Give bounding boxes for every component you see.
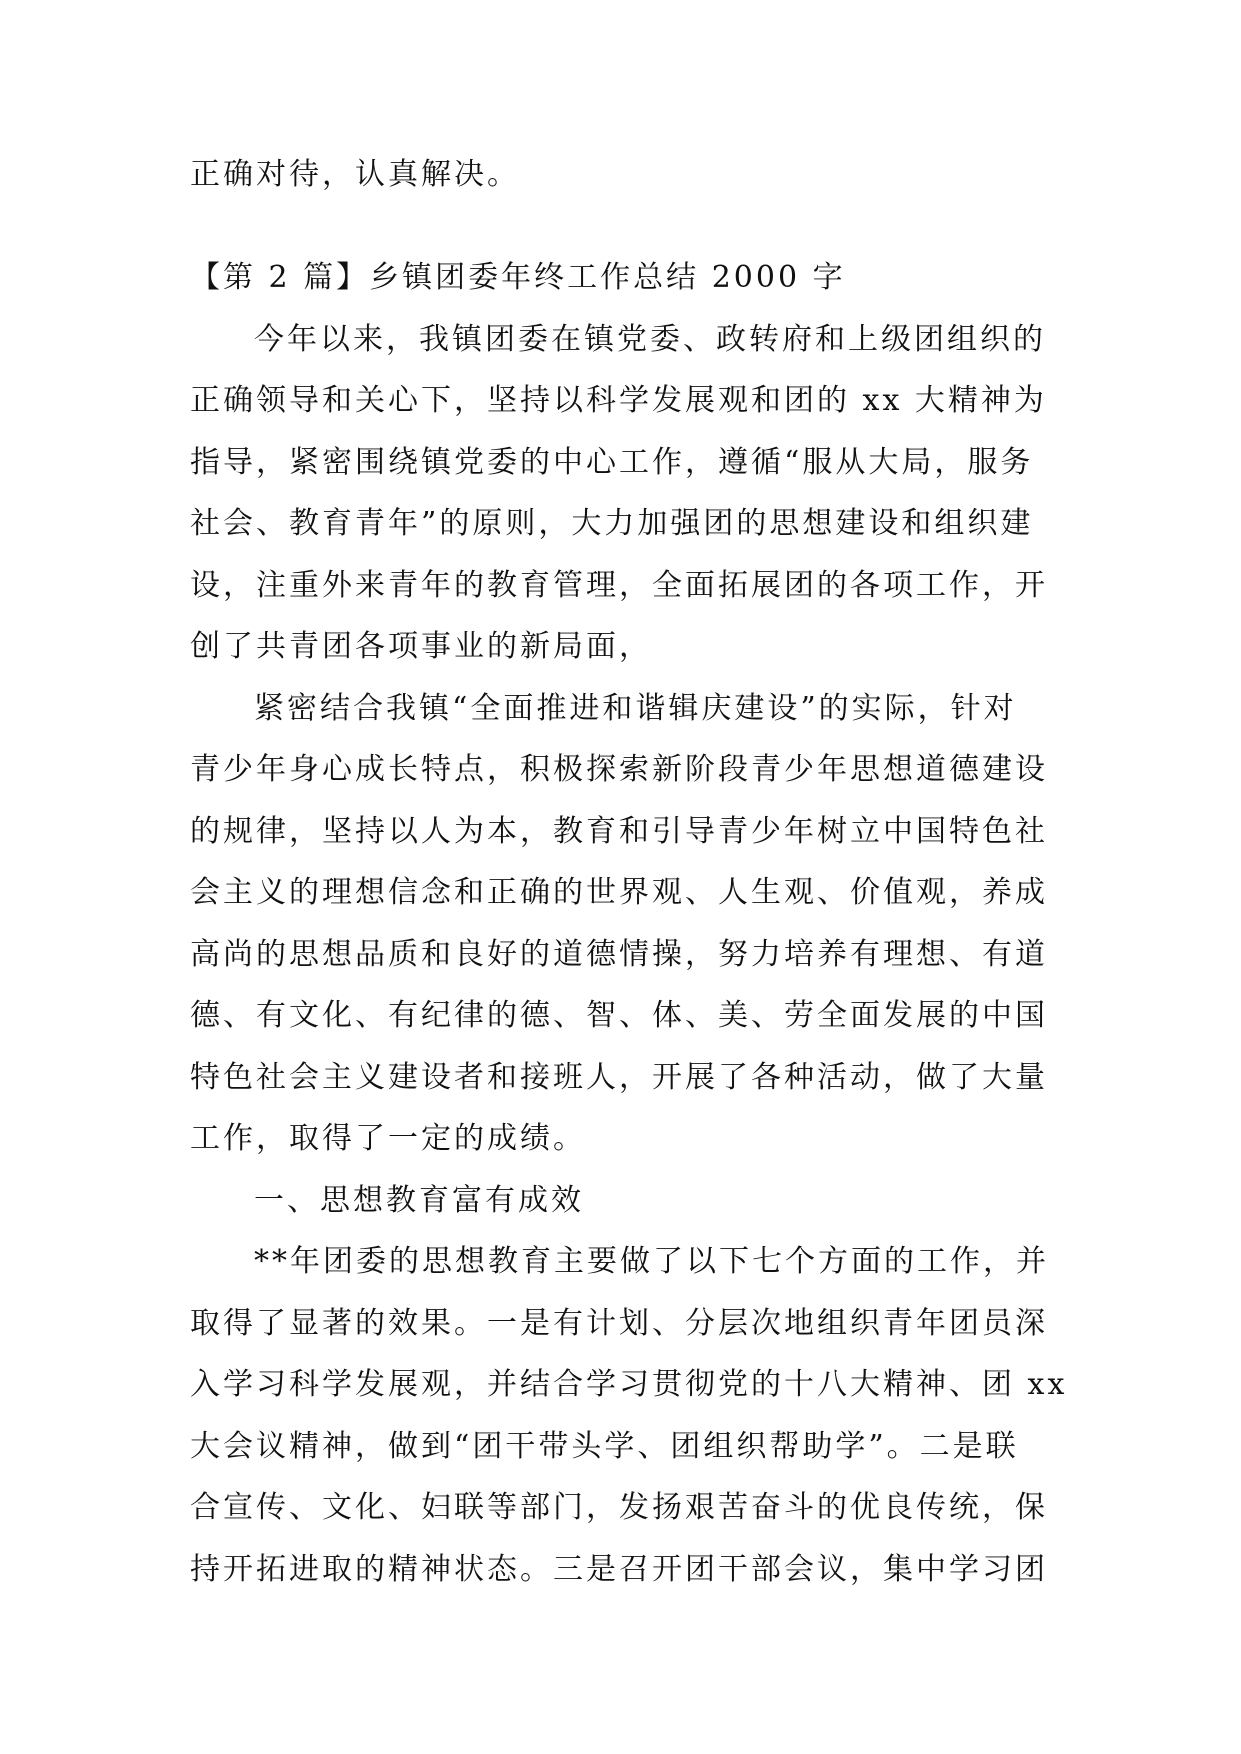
subheading: 一、思想教育富有成效 <box>254 1182 584 1218</box>
paragraph-line: 取得了显著的效果。一是有计划、分层次地组织青年团员深 <box>190 1305 1048 1341</box>
paragraph-line: 工作，取得了一定的成绩。 <box>190 1121 586 1156</box>
paragraph-line: 入学习科学发展观，并结合学习贯彻党的十八大精神、团 xx <box>190 1367 1068 1402</box>
paragraph-line: 德、有文化、有纪律的德、智、体、美、劳全面发展的中国 <box>190 998 1048 1033</box>
paragraph-line: **年团委的思想教育主要做了以下七个方面的工作，并 <box>254 1244 1049 1279</box>
paragraph-line: 的规律，坚持以人为本，教育和引导青少年树立中国特色社 <box>190 813 1048 849</box>
paragraph-line: 正确领导和关心下，坚持以科学发展观和团的 xx 大精神为 <box>190 383 1047 418</box>
paragraph-line: 持开拓进取的精神状态。三是召开团干部会议，集中学习团 <box>190 1551 1048 1587</box>
paragraph-line: 设，注重外来青年的教育管理，全面拓展团的各项工作，开 <box>190 567 1048 603</box>
paragraph-line: 特色社会主义建设者和接班人，开展了各种活动，做了大量 <box>190 1059 1048 1095</box>
section-gap <box>190 195 1050 247</box>
paragraph-line: 紧密结合我镇“全面推进和谐辑庆建设”的实际，针对 <box>254 690 1017 726</box>
previous-section-tail: 正确对待，认真解决。 <box>190 157 520 192</box>
paragraph-line: 今年以来，我镇团委在镇党委、政转府和上级团组织的 <box>254 321 1046 357</box>
paragraph-line: 会主义的理想信念和正确的世界观、人生观、价值观，养成 <box>190 875 1048 910</box>
paragraph-line: 高尚的思想品质和良好的道德情操，努力培养有理想、有道 <box>190 936 1048 972</box>
paragraph-line: 大会议精神，做到“团干带头学、团组织帮助学”。二是联 <box>190 1428 1019 1464</box>
paragraph-2 <box>190 678 1050 1170</box>
paragraph-line: 合宣传、文化、妇联等部门，发扬艰苦奋斗的优良传统，保 <box>190 1490 1048 1525</box>
paragraph-line: 青少年身心成长特点，积极探索新阶段青少年思想道德建设 <box>190 752 1048 787</box>
paragraph-line: 指导，紧密围绕镇党委的中心工作，遵循“服从大局，服务 <box>190 444 1034 480</box>
paragraph-1 <box>190 309 1050 678</box>
document-body <box>190 155 1068 1600</box>
section-heading: 【第 2 篇】乡镇团委年终工作总结 2000 字 <box>190 260 846 295</box>
paragraph-line: 创了共青团各项事业的新局面， <box>190 629 652 664</box>
paragraph-line: 社会、教育青年”的原则，大力加强团的思想建设和组织建 <box>190 506 1034 541</box>
paragraph-3 <box>190 1231 1068 1600</box>
